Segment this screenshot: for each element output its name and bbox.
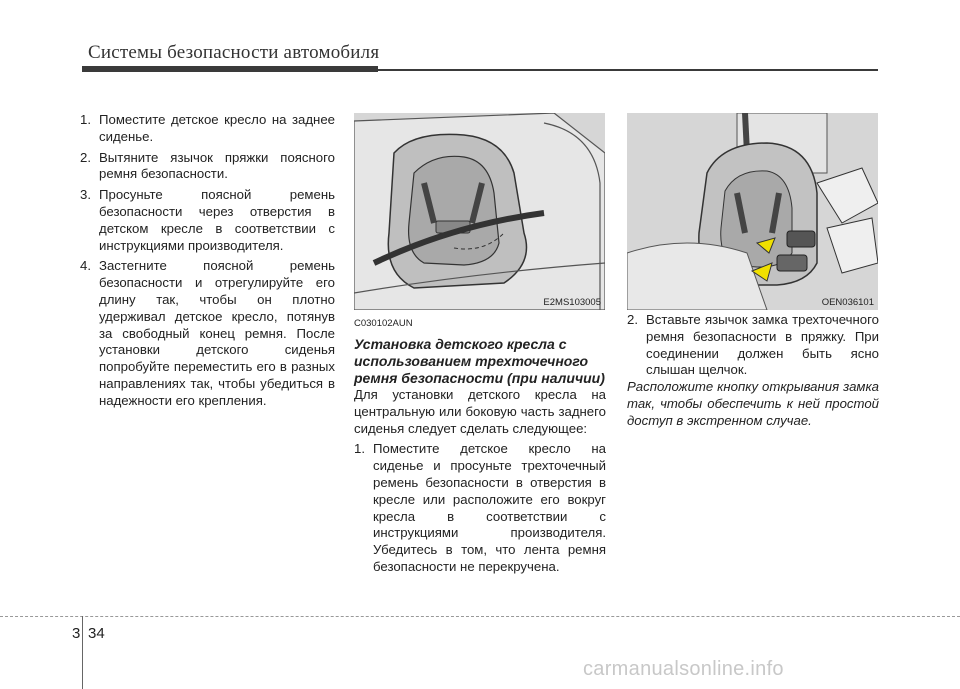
column-left [80,112,335,410]
section-heading: Установка детского кресла с использованием трехточечного ремня безопасности (при наличии) [354,336,605,386]
note-text: Расположите кнопку открывания замка так, чтобы обеспечить к ней простой доступ в экстренном случае. [627,379,879,428]
watermark: carmanualsonline.info [583,658,784,680]
chapter-number: 3 [72,625,81,642]
list-item [80,258,335,409]
figure-buckle-insertion [627,113,878,310]
footer-rule [0,616,960,617]
list-number: 1. [80,112,91,127]
page-number: 34 [88,625,105,642]
footer-divider [82,616,83,689]
header-rule-thick [82,66,378,72]
child-seat-illustration [354,113,605,310]
figure-code: OEN036101 [821,297,874,308]
list-text: Вставьте язычок замка трехточечного ремня безопасности в пряжку. При соединении должен быть ясно слышан щелчок. [646,312,879,378]
list-number: 1. [354,441,365,457]
list-item [354,441,606,575]
header-rule-thin [378,69,878,71]
list-text: Просуньте поясной ремень безопасности через отверстия в детском кресле в соответствии с инструкциями производителя. [99,187,335,253]
column-right [627,312,879,430]
figure-code: E2MS103005 [543,297,601,308]
list-text: Поместите детское кресло на заднее сиденье. [99,112,335,144]
section-code: C030102AUN [354,318,413,329]
list-item [80,187,335,254]
page-header-title: Системы безопасности автомобиля [88,42,380,63]
list-text: Поместите детское кресло на сиденье и просуньте трехточечный ремень безопасности в отверстия в кресле или расположите его вокруг кресла в соответствии с инструкциями производителя. Убедитесь в том, что лента ремня безопасности не перекручена. [373,441,606,574]
list-number: 4. [80,258,91,274]
column-middle [354,318,606,576]
list-item [80,150,335,184]
buckle-illustration [627,113,878,310]
list-text: Вытяните язычок пряжки поясного ремня безопасности. [99,149,335,182]
list-number: 2. [627,312,638,327]
list-item [80,112,335,146]
list-number: 3. [80,187,91,203]
list-number: 2. [80,149,91,165]
figure-child-seat-lap-belt [354,113,605,310]
section-intro: Для установки детского кресла на центральную или боковую часть заднего сиденья следует сделать следующее: [354,387,606,436]
list-text: Застегните поясной ремень безопасности и отрегулируйте его длину так, чтобы он плотно удерживал детское кресло, потянув за свободный конец ремня. После установки детского сиденья попробуйте переместить его в разных направлениях так, чтобы убедиться в надежности его крепления. [99,258,335,408]
list-item [627,312,879,379]
